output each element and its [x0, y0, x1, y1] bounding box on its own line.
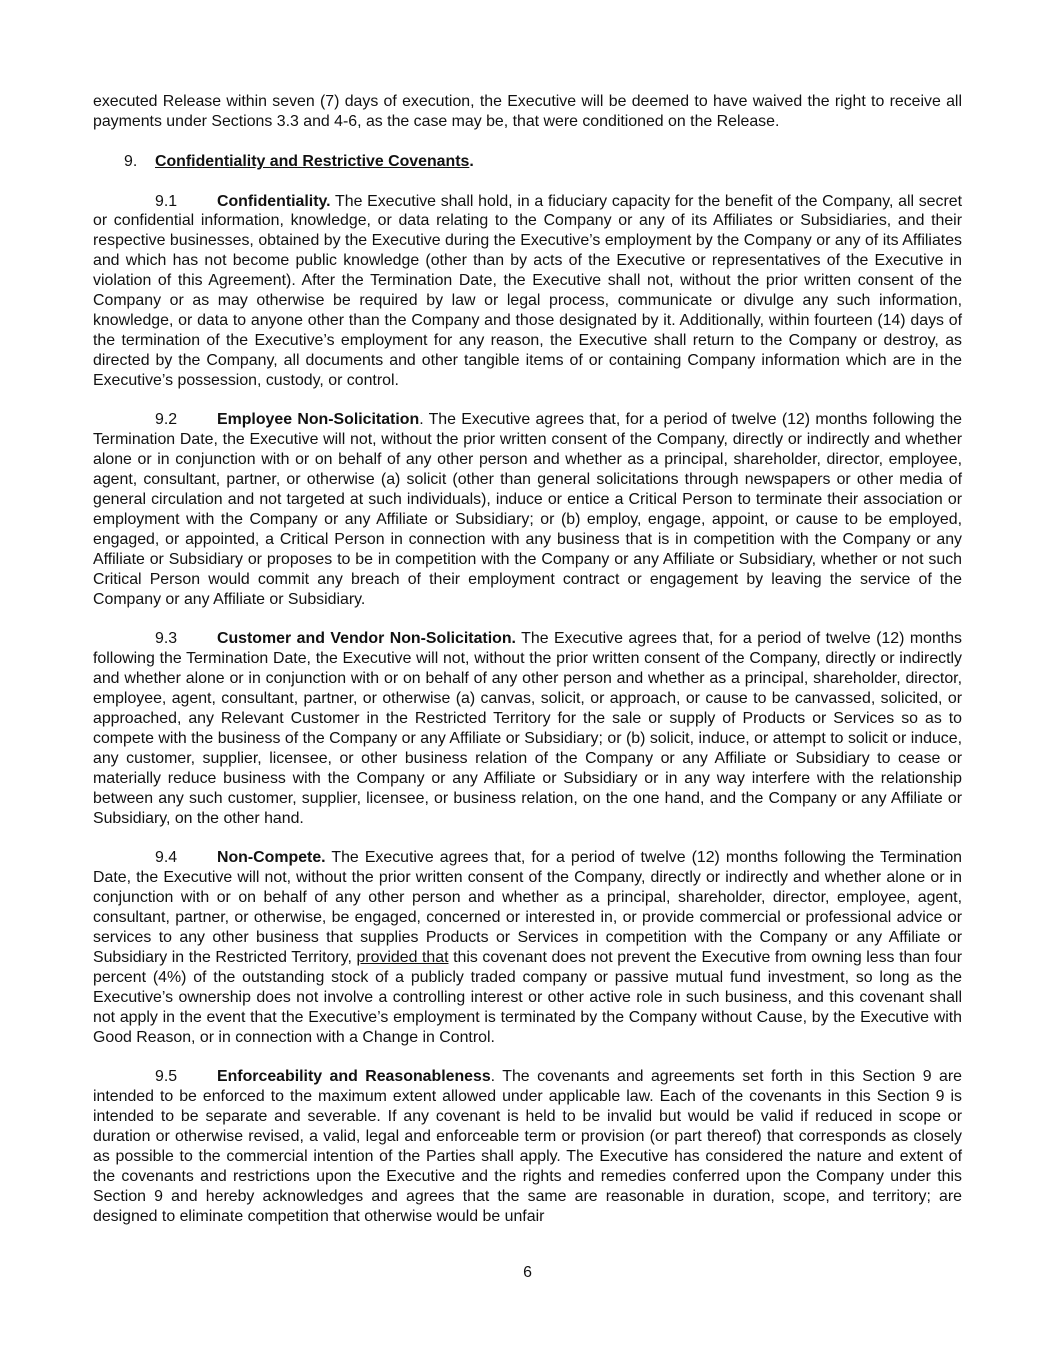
subsection-body-end: this covenant does not prevent the Executive from owning less than four percent (4%) of the outstanding stock of a publicly traded company or passive mutual fund investment, so long as the Executive’s ownership does not involve a controlling interest or other active role in such business, and this covenant shall not apply in the event that the Executive’s employment is terminated by the Company without Cause, by the Executive with Good Reason, or in connection with a Change in Control. [93, 948, 962, 1046]
subsection-9-2 [93, 410, 962, 609]
subsection-number: 9.2 [155, 411, 178, 429]
section-title: Confidentiality and Restrictive Covenants [155, 152, 470, 170]
page-number: 6 [523, 1264, 532, 1281]
subsection-9-3 [93, 629, 962, 828]
subsection-body: . The Executive agrees that, for a period of twelve (12) months following the Termination Date, the Executive will not, without the prior written consent of the Company, directly or indirectly and whether alone or in conjunction with or on behalf of any other person and whether as a principal, shareholder, director, employee, agent, consultant, partner, or otherwise (a) solicit (other than general solicitations through newspapers or other media of general circulation and not targeted at such individuals), induce or entice a Critical Person to terminate their association or employment with the Company or any Affiliate or Subsidiary; or (b) employ, engage, appoint, or cause to be employed, engaged, or appointed, a Critical Person in connection with any business that is in competition with the Company or any Affiliate or Subsidiary or proposes to be in competition with the Company or any Affiliate or Subsidiary, whether or not such Critical Person would commit any breach of their employment contract or engagement by leaving the service of the Company or any Affiliate or Subsidiary. [93, 411, 962, 608]
subsection-9-4 [93, 848, 962, 1047]
section-heading [93, 152, 962, 172]
subsection-9-1 [93, 192, 962, 391]
document-page [93, 92, 962, 1227]
subsection-body: The Executive shall hold, in a fiduciary capacity for the benefit of the Company, all secret or confidential information, knowledge, or data relating to the Company or any of its Affiliates or Subsidiaries, and their respective businesses, obtained by the Executive during the Executive’s employment by the Company or any of its Affiliates and which has not become public knowledge (other than by acts of the Executive or representatives of the Executive in violation of this Agreement). After the Termination Date, the Executive shall not, without the prior written consent of the Company or as may otherwise be required by law or legal process, communicate or divulge any such information, knowledge, or data to anyone other than the Company and those designated by it. Additionally, within fourteen (14) days of the termination of the Executive’s employment for any reason, the Executive shall return to the Company or destroy, as directed by the Company, all documents and other tangible items of or containing Company information which are in the Executive’s possession, custody, or control. [93, 192, 962, 389]
subsection-number: 9.5 [155, 1068, 178, 1086]
section-title-end: . [469, 152, 474, 170]
section-number: 9. [124, 152, 138, 170]
subsection-number: 9.3 [155, 630, 178, 648]
subsection-title: Enforceability and Reasonableness [217, 1068, 491, 1086]
subsection-title: Non-Compete. [217, 849, 326, 867]
subsection-body: . The covenants and agreements set forth in this Section 9 are intended to be enforced to the maximum extent allowed under applicable law. Each of the covenants in this Section 9 is intended to be separate and severable. If any covenant is held to be invalid but would be valid if reduced in scope or duration or otherwise revised, a valid, legal and enforceable term or provision (or part thereof) that corresponds as closely as possible to the commercial intention of the Parties shall apply. The Executive has considered the nature and extent of the covenants and restrictions upon the Executive and the rights and remedies conferred upon the Company under this Section 9 and hereby acknowledges and agrees that the same are reasonable in duration, scope, and territory; are designed to eliminate competition that otherwise would be unfair [93, 1068, 962, 1225]
subsection-number: 9.4 [155, 849, 178, 867]
subsection-title: Customer and Vendor Non-Solicitation. [217, 630, 516, 648]
subsection-number: 9.1 [155, 192, 178, 210]
subsection-9-5 [93, 1067, 962, 1226]
subsection-title: Confidentiality. [217, 192, 331, 210]
subsection-body: The Executive agrees that, for a period of twelve (12) months following the Termination Date, the Executive will not, without the prior written consent of the Company, directly or indirectly and whether alone or in conjunction with or on behalf of any other person and whether as a principal, shareholder, director, employee, agent, consultant, partner, or otherwise (a) canvas, solicit, or approach, or cause to be canvassed, solicited, or approached, any Relevant Customer in the Restricted Territory for the sale or supply of Products or Services so as to compete with the business of the Company or any Affiliate or Subsidiary; or (b) solicit, induce, or attempt to solicit or induce, any customer, supplier, licensee, or other business relation of the Company or any Affiliate or Subsidiary to cease or materially reduce business with the Company or any Affiliate or Subsidiary or in any way interfere with the relationship between any such customer, supplier, licensee, or business relation, on the one hand, and the Company or any Affiliate or Subsidiary, on the other hand. [93, 630, 962, 827]
underlined-term: provided that [356, 948, 449, 966]
intro-paragraph: executed Release within seven (7) days of execution, the Executive will be deemed to have waived the right to receive all payments under Sections 3.3 and 4-6, as the case may be, that were conditioned on the Release. [93, 93, 962, 130]
subsection-title: Employee Non-Solicitation [217, 411, 420, 429]
subsection-body: The Executive agrees that, for a period of twelve (12) months following the Termination Date, the Executive will not, without the prior written consent of the Company, directly or indirectly and whether alone or in conjunction with or on behalf of any other person and whether as a principal, shareholder, director, employee, agent, consultant, partner, or otherwise, be engaged, concerned or interested in, or provide commercial or professional advice or services to any other business that supplies Products or Services in competition with the Company or any Affiliate or Subsidiary in the Restricted Territory, [93, 849, 962, 966]
